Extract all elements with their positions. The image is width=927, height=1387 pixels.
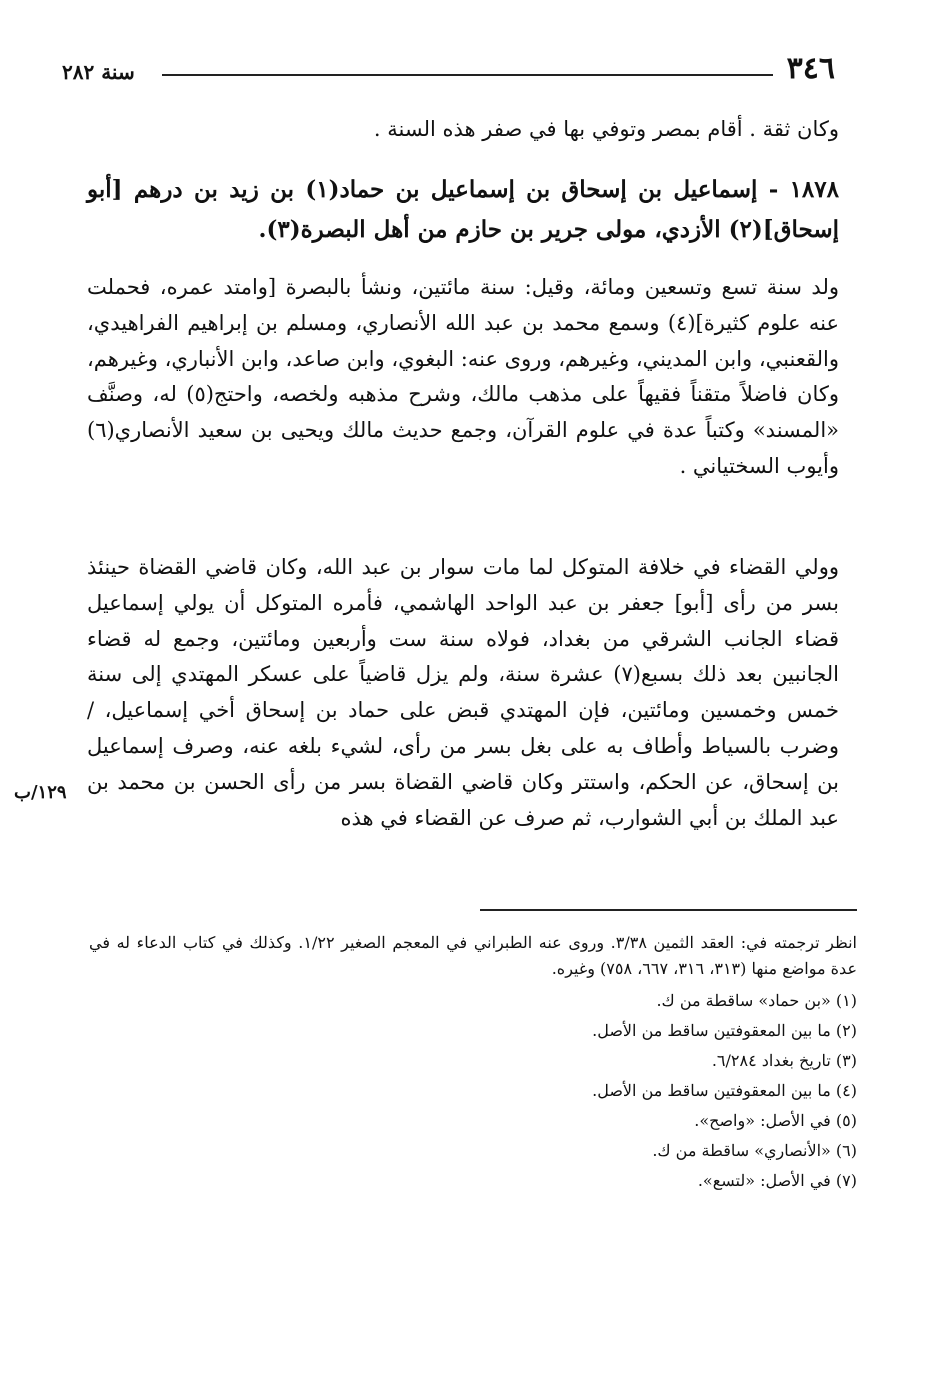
paragraph-biography: ولد سنة تسع وتسعين ومائة، وقيل: سنة مائتين، ونشأ بالبصرة [وامتد عمره، فحملت عنه علوم كثيرة](٤) وسمع محمد بن عبد الله الأنصاري، ومسلم بن إبراهيم الفراهيدي، والقعنبي، وابن المديني، وغيرهم، وروى عنه: البغوي، وابن صاعد، وابن الأنباري، وغيرهم، وكان فاضلاً متقناً فقيهاً على مذهب مالك، وشرح مذهبه ولخصه، واحتج(٥) له، وصنَّف «المسند» وكتباً عدة في علوم القرآن، وجمع حديث مالك ويحيى بن سعيد الأنصاري(٦) وأيوب السختياني . — [87, 275, 840, 478]
paragraph-previous-entry-end: وكان ثقة . أقام بمصر وتوفي بها في صفر هذه السنة . — [373, 117, 839, 141]
footnote-intro: انظر ترجمته في: العقد الثمين ٣/٣٨. وروى عنه الطبراني في المعجم الصغير ١/٢٢. وكذلك في كتاب الدعاء له في عدة مواضع منها (٣١٣، ٣١٦، ٦٦٧، ٧٥٨) وغيره. — [89, 933, 857, 978]
page-number: ٣٤٦ — [786, 51, 835, 86]
footnote-list — [89, 986, 857, 1196]
footnote-item: (٥) في الأصل: «واصح». — [694, 1111, 857, 1130]
footnote-item: (٤) ما بين المعقوفتين ساقط من الأصل. — [592, 1081, 857, 1100]
running-head-year: سنة ٢٨٢ — [62, 60, 135, 84]
entry-heading: ١٨٧٨ - إسماعيل بن إسحاق بن إسماعيل بن حماد(١) بن زيد بن درهم [أبو إسحاق](٢) الأزدي، مولى جرير بن حازم من أهل البصرة(٣). — [87, 176, 839, 243]
footnotes — [89, 930, 857, 1196]
paragraph-judgeship: وولي القضاء في خلافة المتوكل لما مات سوار بن عبد الله، وكان قاضي القضاة حينئذ بسر من رأى [أبو] جعفر بن عبد الواحد الهاشمي، فأمره المتوكل أن يولي إسماعيل قضاء الجانب الشرقي من بغداد، فولاه سنة ست وأربعين ومائتين، وجمع له قضاء الجانبين بعد ذلك بسبع(٧) عشرة سنة، ولم يزل قاضياً على عسكر المهتدي إلى سنة خمس وخمسين ومائتين، فإن المهتدي قبض على حماد بن إسحاق أخي إسماعيل، / وضرب بالسياط وأطاف به على بغل بسر من رأى، لشيء بلغه عنه، وصرف إسماعيل بن إسحاق، عن الحكم، واستتر وكان قاضي القضاة بسر من رأى الحسن بن محمد بن عبد الملك بن أبي الشوارب، ثم صرف عن القضاء في هذه — [87, 555, 839, 830]
footnote-item: (٦) «الأنصاري» ساقطة من ك. — [652, 1141, 857, 1160]
manuscript-folio-note: ١٢٩/ب — [14, 782, 67, 803]
footnote-item: (٢) ما بين المعقوفتين ساقط من الأصل. — [592, 1021, 857, 1040]
footnote-item: (١) «بن حماد» ساقطة من ك. — [656, 991, 857, 1010]
footnote-separator — [480, 909, 857, 911]
footnote-item: (٧) في الأصل: «لتسع». — [697, 1171, 857, 1190]
header-rule — [162, 74, 773, 76]
page-header — [62, 52, 835, 92]
footnote-item: (٣) تاريخ بغداد ٦/٢٨٤. — [711, 1051, 857, 1070]
